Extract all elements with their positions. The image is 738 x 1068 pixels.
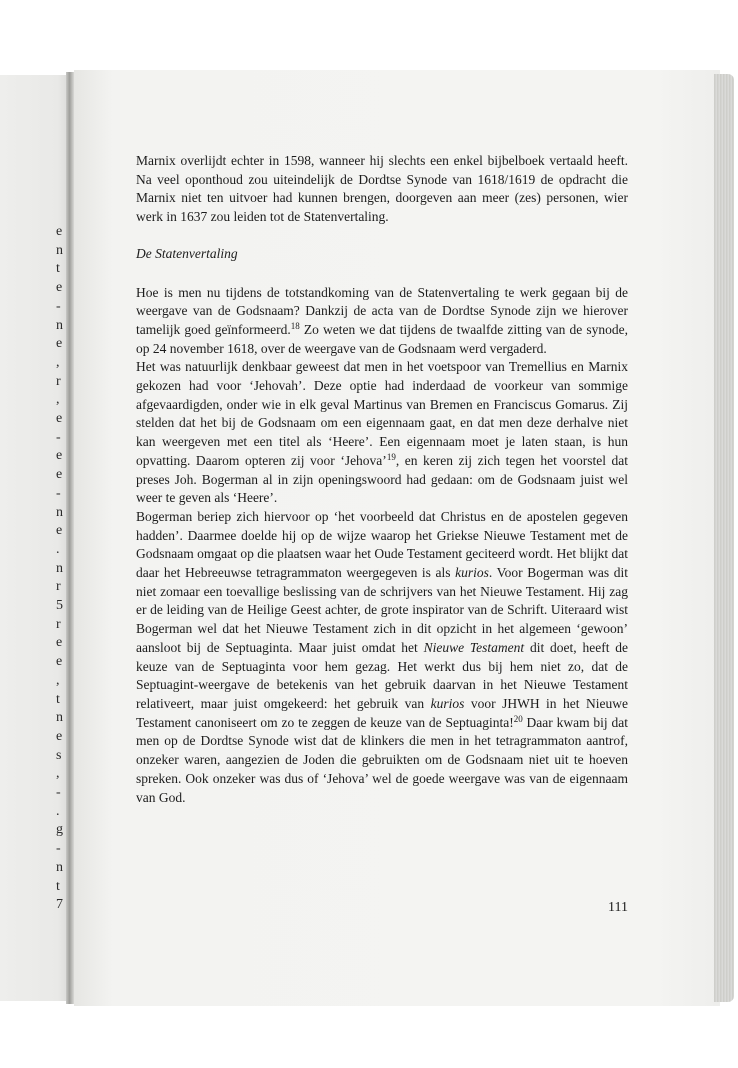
edge-letter: e <box>56 412 63 426</box>
page-body <box>136 152 628 807</box>
left-page <box>0 75 68 1001</box>
edge-letter: . <box>56 804 60 819</box>
italic-term: Nieuwe Testament <box>423 639 525 655</box>
edge-letter: e <box>56 281 63 296</box>
italic-term: kurios <box>430 695 465 711</box>
section-heading: De Statenvertaling <box>136 245 238 261</box>
edge-letter: s <box>56 748 62 763</box>
paragraph-text: Daar kwam bij dat men op de Dordtse Synode wist dat de klinkers die men in het tetragrammaton aantrof, onzeker waren, aangezien de Joden die gebruikten om de Godsnaam niet uit te hoeven spreken. Ook onzeker was dus of ‘Jehova’ wel de goede weergave was van de eigennaam van God. <box>136 714 628 805</box>
italic-term: kurios <box>455 565 489 581</box>
paragraph-text: Het was natuurlijk denkbaar geweest dat men in het voetspoor van Tremellius en Marnix gekozen had voor ‘Jehovah’. Deze optie had inderdaad de voorkeur van sommige afgevaardigden, onder wie in elk geval Martinus van Bremen en Franciscus Gomarus. Zij stelden dat het bij de Godsnaam om een eigennaam gaat, en dat men deze derhalve niet kan weergeven met een titel als ‘Heere’. Een eigennaam moet je laten staan, is hun opvatting. Daarom opteren zij voor ‘Jehova’ <box>136 359 628 468</box>
footnote-ref-20: 20 <box>513 713 523 724</box>
paragraph-bogerman <box>136 508 628 807</box>
page-edge-stack <box>714 74 734 1002</box>
paragraph-text: Marnix overlijdt echter in 1598, wanneer hij slechts een enkel bijbelboek vertaald heeft. Na veel oponthoud zou uiteindelijk de Dordtse Synode van 1618/1619 de opdracht die Marnix niet ten uitvoer had kunnen brengen, doorgeven aan meer (zes) personen, wier werk in 1637 zou leiden tot de Statenvertaling. <box>136 153 628 225</box>
paragraph-text: voor JHWH in het Nieuwe Testament canoniseert om zo te zeggen de keuze van de Septuaginta! <box>136 695 628 730</box>
edge-letter: n <box>56 561 63 576</box>
edge-letter: - <box>56 299 61 314</box>
edge-letter: n <box>56 860 63 875</box>
page-number: 111 <box>608 900 628 915</box>
edge-letter: n <box>56 711 63 726</box>
edge-letter: e <box>56 449 63 464</box>
paragraph-text: Bogerman beriep zich hiervoor op ‘het voorbeeld dat Christus en de apostelen gegeven hadden’. Daarmee doelde hij op de wijze waarop het Griekse Nieuwe Testament met de Godsnaam omgaat op die plaatsen waar het Oude Testament geciteerd wordt. Het blijkt dat daar het Hebreeuwse tetragrammaton weergegeven is als <box>136 508 628 581</box>
paragraph-text: , en keren zij zich tegen het voorstel dat preses Joh. Bogerman al in zijn openingswoord had gedaan: om de Godsnaam juist wel weer te geven als ‘Heere’. <box>136 452 629 506</box>
paragraph-text: Hoe is men nu tijdens de totstandkoming van de Statenvertaling te werk gegaan bij de weergave van de Godsnaam? Dankzij de acta van de Dordtse Synode zijn we hierover tamelijk goed geïnformeerd. <box>136 284 628 337</box>
edge-letter: e <box>56 655 63 670</box>
edge-letter: n <box>56 505 63 520</box>
edge-letter: r <box>56 374 61 389</box>
edge-letter: e <box>56 225 63 239</box>
edge-letter: , <box>56 355 60 370</box>
paragraph-text: . Voor Bogerman was dit niet zomaar een toevallige beslissing van de schrijvers van het Nieuwe Testament. Hij zag er de leiding van de Heilige Geest achter, de grote inspirator van de Schrift. Uiteraard wist Bogerman wel dat het Nieuwe Testament zich in dit opzicht in het algemeen ‘gewoon’ aansloot bij de Septuaginta. Maar juist omdat het <box>136 565 628 655</box>
edge-letter: 7 <box>56 898 63 913</box>
paragraph-acta <box>136 284 628 359</box>
edge-letter: 5 <box>56 599 63 613</box>
paragraph-jehovah <box>136 358 628 508</box>
edge-letter: , <box>56 393 60 408</box>
edge-letter: e <box>56 729 63 744</box>
edge-letter: n <box>56 318 63 333</box>
edge-letter: e <box>56 636 63 651</box>
edge-letter: r <box>56 617 61 632</box>
edge-letter: , <box>56 767 60 782</box>
edge-letter: - <box>56 486 61 501</box>
footnote-ref-18: 18 <box>290 320 300 331</box>
paragraph-intro <box>136 152 628 227</box>
paragraph-text: Zo weten we dat tijdens de twaalfde zitting van de synode, op 24 november 1618, over de weergave van de Godsnaam werd vergaderd. <box>136 321 628 356</box>
edge-letter: t <box>56 879 60 894</box>
edge-letter: - <box>56 786 61 800</box>
edge-letter: g <box>56 823 63 838</box>
edge-letter: t <box>56 262 60 277</box>
edge-letter: e <box>56 468 63 483</box>
edge-letter: - <box>56 842 61 857</box>
edge-letter: e <box>56 524 63 539</box>
edge-letter: - <box>56 430 61 445</box>
edge-letter: t <box>56 692 60 707</box>
edge-letter: . <box>56 542 60 557</box>
edge-letter: r <box>56 580 61 595</box>
footnote-ref-19: 19 <box>386 451 396 462</box>
edge-letter: , <box>56 673 60 688</box>
edge-letter: n <box>56 243 63 258</box>
edge-letter: e <box>56 337 63 352</box>
paragraph-text: dit doet, heeft de keuze van de Septuaginta voor hem gezag. Het werkt dus bij hem niet zo, dat de Septuagint-weergave de betekenis van het gebruik daarvan in het Nieuwe Testament relativeert, maar juist omgekeerd: het gebruik van <box>136 639 628 711</box>
